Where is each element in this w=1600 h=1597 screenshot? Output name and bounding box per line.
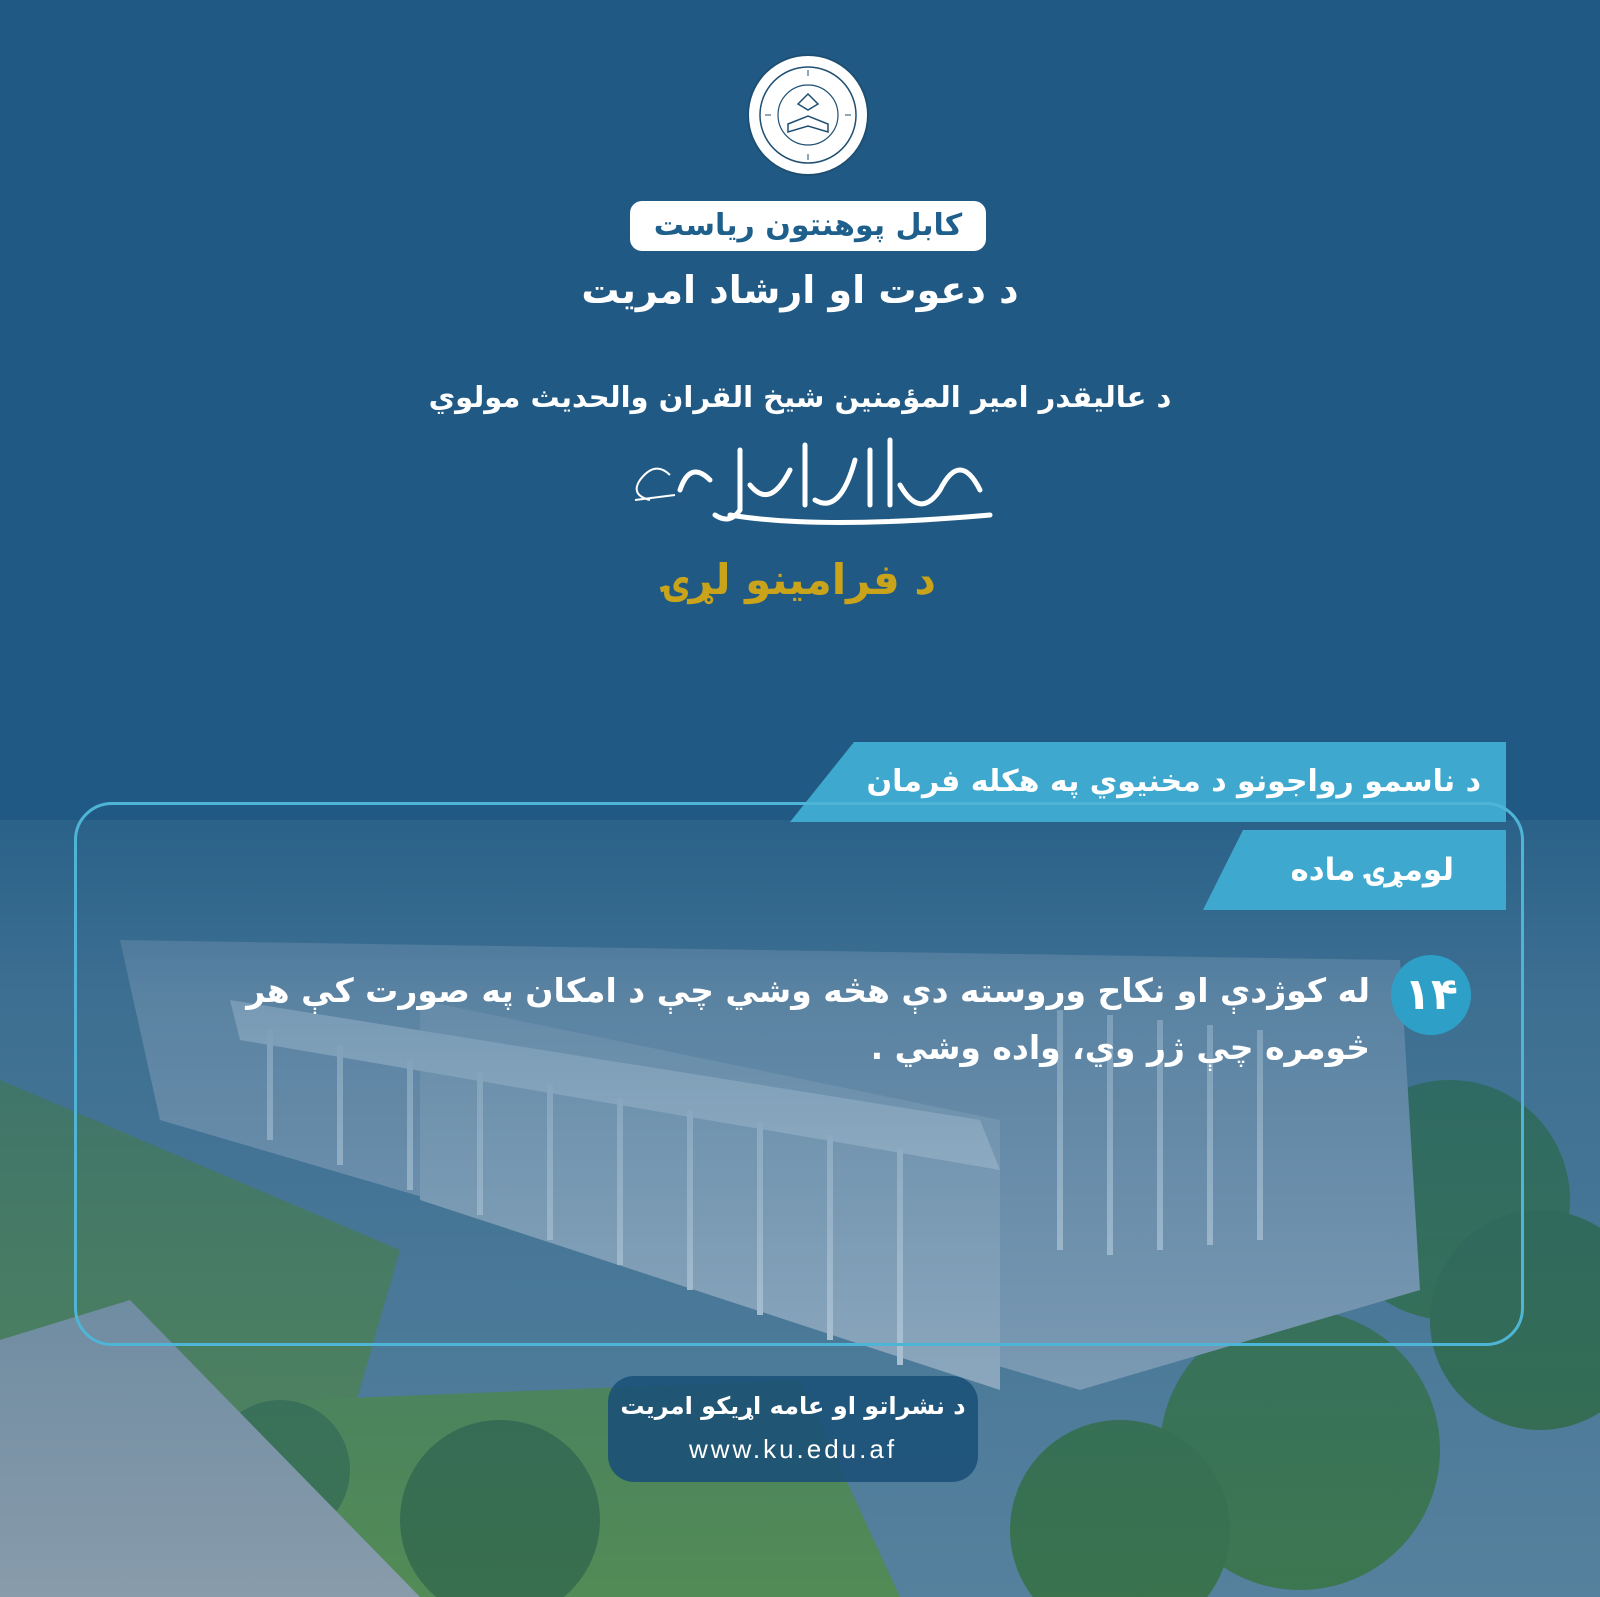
footer-box	[608, 1376, 978, 1482]
footer-website-link[interactable]: www.ku.edu.af	[688, 1434, 898, 1464]
footer-department-label: د نشراتو او عامه اړیکو امریت	[620, 1392, 966, 1420]
article-label: لومړۍ ماده	[1290, 852, 1454, 888]
kabul-university-seal-icon	[745, 52, 871, 178]
honorific-line: د عالیقدر امیر المؤمنین شیخ القران والحدیث مولوي	[428, 380, 1172, 414]
decrees-series-title: د فرامینو لړۍ	[664, 555, 936, 604]
calligraphy-name-image	[620, 430, 1000, 530]
ministry-title: د دعوت او ارشاد امریت	[581, 268, 1019, 312]
department-pill	[630, 201, 986, 251]
decree-banner-label: د ناسمو رواجونو د مخنیوي په هکله فرمان	[866, 764, 1481, 799]
article-number-badge: ۱۴	[1391, 955, 1471, 1035]
article-banner	[1203, 830, 1506, 910]
department-label: کابل پوهنتون ریاست	[653, 208, 963, 243]
decree-body-text: له کوژدې او نکاح وروسته دې هڅه وشي چې د امکان په صورت کې هر څومره چې ژر وي، واده وشي .	[246, 971, 1370, 1067]
